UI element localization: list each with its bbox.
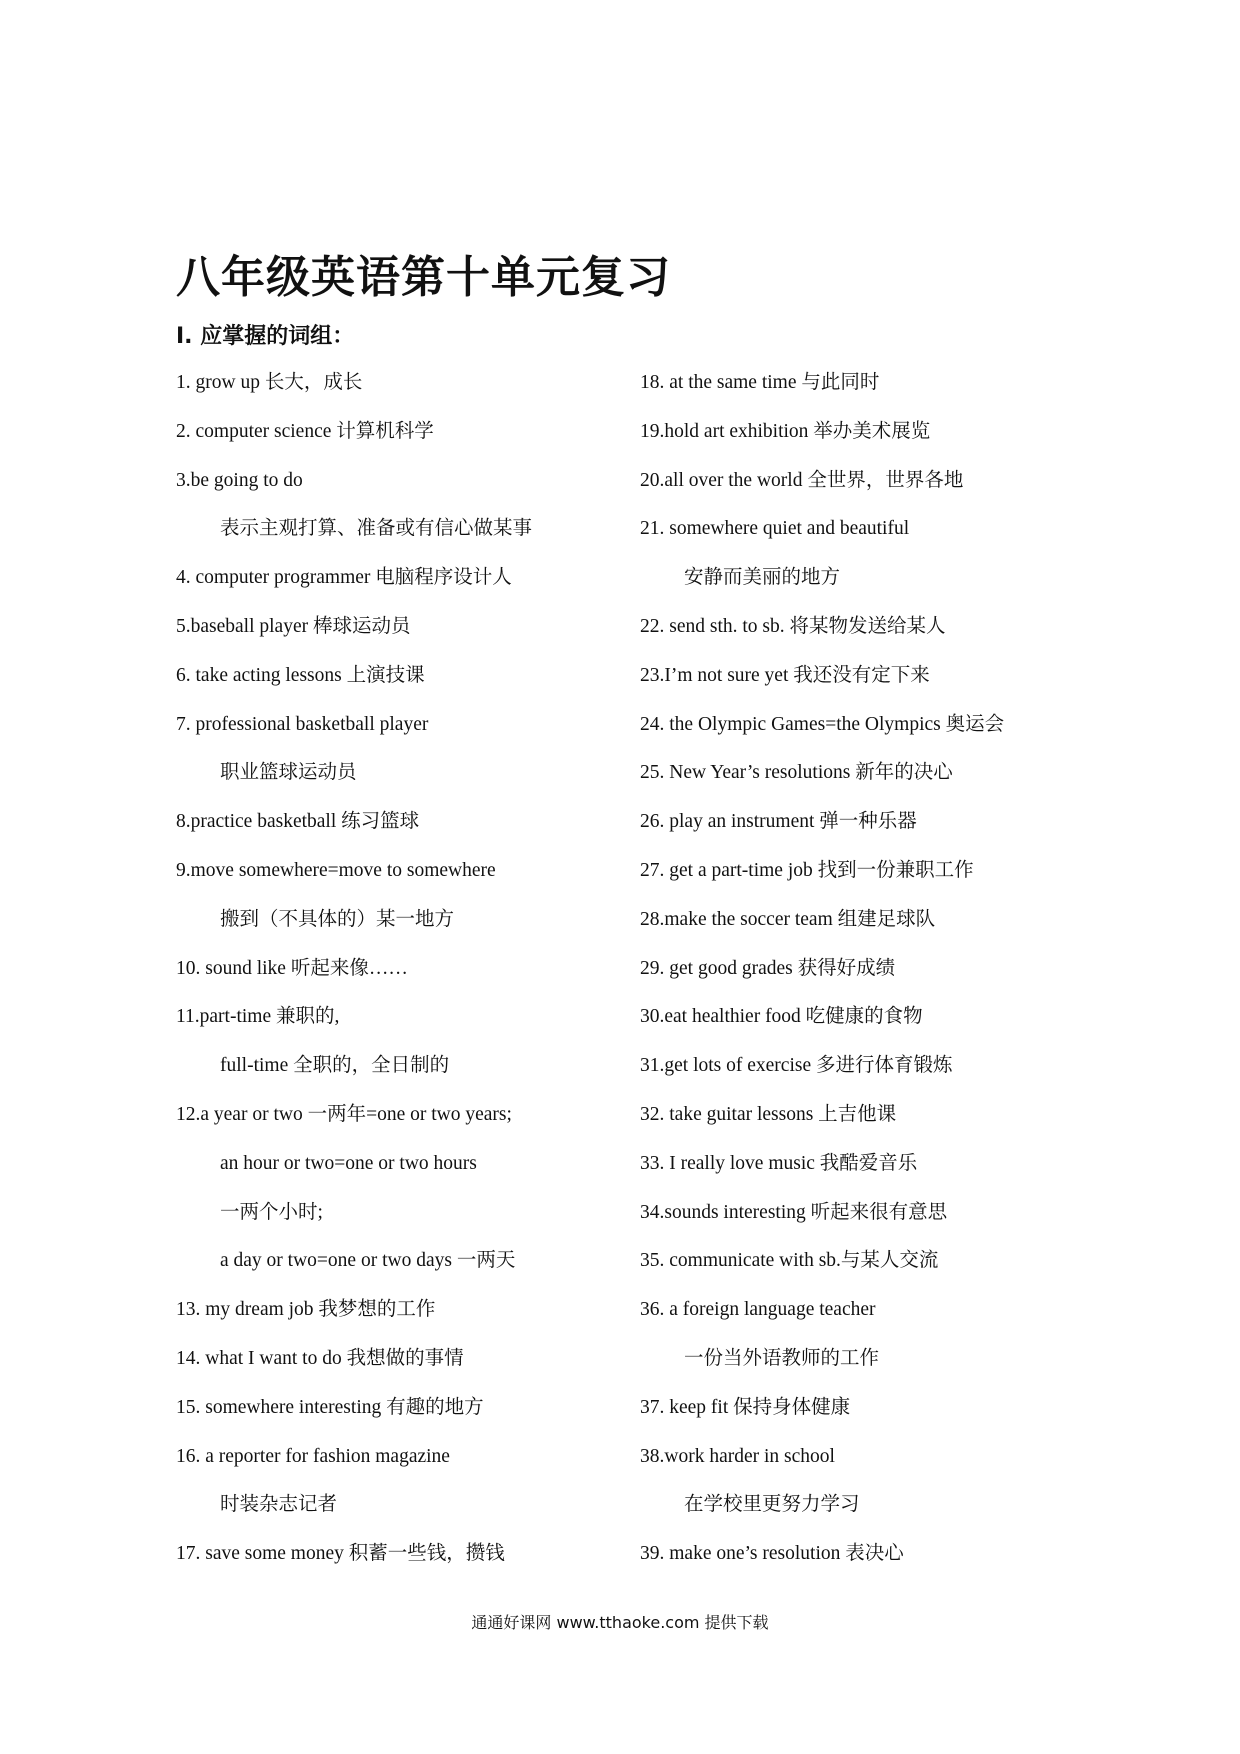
phrase-line: 17. save some money 积蓄一些钱，攒钱 (176, 1543, 505, 1565)
phrase-line: 6. take acting lessons 上演技课 (176, 664, 425, 686)
page-title: 八年级英语第十单元复习 (176, 252, 671, 303)
phrase-line: 20.all over the world 全世界，世界各地 (640, 469, 964, 491)
phrase-line: 11.part-time 兼职的, (176, 1006, 340, 1028)
footer-credit: 通通好课网 www.tthaoke.com 提供下载 (471, 1613, 769, 1632)
phrase-line: 14. what I want to do 我想做的事情 (176, 1347, 464, 1369)
phrase-line: 3.be going to do (176, 469, 303, 491)
phrase-line: 37. keep fit 保持身体健康 (640, 1396, 851, 1418)
phrase-line: 10. sound like 听起来像…… (176, 957, 408, 979)
phrase-line: 时装杂志记者 (220, 1494, 338, 1516)
phrase-line: 1. grow up 长大，成长 (176, 372, 363, 393)
phrase-line: 5.baseball player 棒球运动员 (176, 615, 411, 637)
section-heading: I. 应掌握的词组： (176, 324, 355, 349)
phrase-line: 27. get a part-time job 找到一份兼职工作 (640, 859, 974, 881)
phrase-line: 8.practice basketball 练习篮球 (176, 811, 420, 833)
phrase-line: 26. play an instrument 弹一种乐器 (640, 811, 917, 833)
phrase-line: 32. take guitar lessons 上吉他课 (640, 1103, 897, 1125)
phrase-line: 13. my dream job 我梦想的工作 (176, 1299, 436, 1321)
phrase-line: 36. a foreign language teacher (640, 1299, 876, 1321)
phrase-line: 一份当外语教师的工作 (684, 1347, 880, 1369)
phrase-line: 25. New Year’s resolutions 新年的决心 (640, 762, 953, 784)
phrase-line: 18. at the same time 与此同时 (640, 372, 880, 393)
phrase-line: 30.eat healthier food 吃健康的食物 (640, 1006, 923, 1028)
phrase-line: 16. a reporter for fashion magazine (176, 1445, 450, 1467)
phrase-line: 9.move somewhere=move to somewhere (176, 859, 496, 881)
phrase-list-right (640, 368, 1070, 1588)
phrase-line: 一两个小时; (220, 1201, 323, 1223)
phrase-line: 15. somewhere interesting 有趣的地方 (176, 1396, 484, 1418)
phrase-line: 31.get lots of exercise 多进行体育锻炼 (640, 1055, 953, 1077)
phrase-line: an hour or two=one or two hours (220, 1152, 477, 1174)
phrase-line: 搬到（不具体的）某一地方 (220, 908, 455, 930)
phrase-line: 职业篮球运动员 (220, 762, 357, 784)
phrase-line: 21. somewhere quiet and beautiful (640, 518, 910, 540)
phrase-line: 33. I really love music 我酷爱音乐 (640, 1152, 918, 1174)
phrase-line: 29. get good grades 获得好成绩 (640, 957, 896, 979)
phrase-line: 4. computer programmer 电脑程序设计人 (176, 567, 512, 589)
phrase-line: 12.a year or two 一两年=one or two years; (176, 1103, 512, 1125)
phrase-line: 表示主观打算、准备或有信心做某事 (220, 518, 533, 540)
phrase-line: 35. communicate with sb.与某人交流 (640, 1250, 939, 1272)
phrase-line: 19.hold art exhibition 举办美术展览 (640, 420, 931, 442)
phrase-line: full-time 全职的，全日制的 (220, 1055, 450, 1077)
phrase-line: 7. professional basketball player (176, 713, 429, 735)
phrase-line: 38.work harder in school (640, 1445, 835, 1467)
phrase-line: 22. send sth. to sb. 将某物发送给某人 (640, 615, 946, 637)
phrase-line: 39. make one’s resolution 表决心 (640, 1543, 904, 1565)
phrase-line: 在学校里更努力学习 (684, 1494, 860, 1516)
phrase-line: 2. computer science 计算机科学 (176, 420, 434, 442)
phrase-line: 24. the Olympic Games=the Olympics 奥运会 (640, 713, 1005, 735)
phrase-line: 34.sounds interesting 听起来很有意思 (640, 1201, 948, 1223)
phrase-list-left (176, 368, 626, 1588)
phrase-line: 23.I’m not sure yet 我还没有定下来 (640, 664, 930, 686)
phrase-line: 28.make the soccer team 组建足球队 (640, 908, 936, 930)
phrase-line: a day or two=one or two days 一两天 (220, 1250, 516, 1272)
phrase-line: 安静而美丽的地方 (684, 567, 841, 589)
